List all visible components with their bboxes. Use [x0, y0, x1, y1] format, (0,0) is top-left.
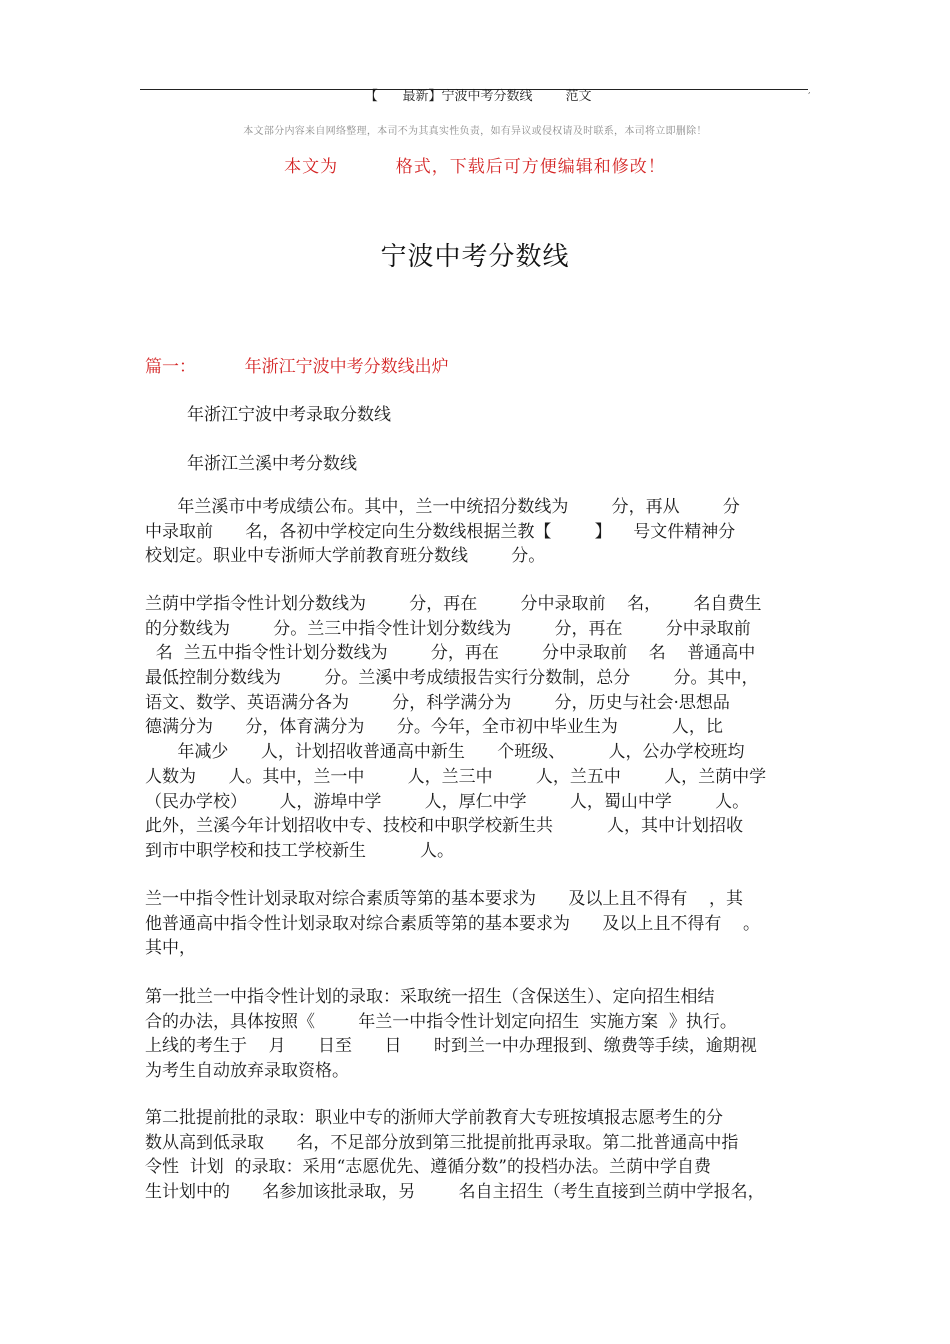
paragraph — [145, 495, 817, 569]
paragraph-line: 此外，兰溪今年计划招收中专、技校和中职学校新生共 人，其中计划招收 — [145, 816, 744, 837]
paragraph-line: 兰荫中学指令性计划分数线为 分，再在 分中录取前 名， 名自费生 — [145, 594, 762, 614]
paragraph — [145, 1106, 817, 1205]
paragraph-line: 名 兰五中指令性计划分数线为 分，再在 分中录取前 名 普通高中 — [145, 643, 756, 664]
paragraph-line: 为考生自动放弃录取资格。 — [145, 1061, 349, 1082]
paragraph-line: 数从高到低录取 名，不足部分放到第三批提前批再录取。第二批普通高中指 — [145, 1132, 739, 1153]
paragraph-line: 上线的考生于 月 日至 日 时到兰一中办理报到、缴费等手续，逾期视 — [145, 1036, 757, 1057]
paragraph-line: 令性 计划 的录取：采用“志愿优先、遵循分数”的投档办法。兰荫中学自费 — [145, 1157, 711, 1178]
header-corner-mark: , — [808, 86, 811, 95]
paragraph-line: 德满分为 分，体育满分为 分。今年，全市初中毕业生为 人，比 — [145, 717, 723, 738]
disclaimer-text: 本文部分内容来自网络整理，本司不为其真实性负责，如有异议或侵权请及时联系，本司将立即删除！ — [243, 126, 707, 137]
paragraph-line: 他普通高中指令性计划录取对综合素质等第的基本要求为 及以上且不得有 。 — [145, 913, 761, 934]
paragraph-line: 中录取前 名，各初中学校定向生分数线根据兰教【 】 号文件精神分 — [145, 521, 736, 542]
paragraph-line: 校划定。职业中专浙师大学前教育班分数线 分。 — [145, 546, 546, 567]
paragraph — [145, 887, 817, 961]
paragraph-line: 第二批提前批的录取：职业中专的浙师大学前教育大专班按填报志愿考生的分 — [145, 1108, 723, 1128]
paragraph-line: 兰一中指令性计划录取对综合素质等第的基本要求为 及以上且不得有 ，其 — [145, 889, 744, 909]
paragraph-line: 人数为 人。其中，兰一中 人，兰三中 人，兰五中 人，兰荫中学 — [145, 766, 767, 787]
paragraph-line: 到市中职学校和技工学校新生 人。 — [145, 840, 455, 861]
page-header-text: 【 最新】宁波中考分数线 范文 — [364, 89, 592, 104]
edit-notice: 本文为 格式，下载后可方便编辑和修改！ — [284, 157, 666, 177]
paragraph-line: 合的办法，具体按照《 年兰一中指令性计划定向招生 实施方案 》执行。 — [145, 1011, 737, 1032]
paragraph-line: 第一批兰一中指令性计划的录取：采取统一招生（含保送生）、定向招生相结 — [145, 987, 715, 1007]
paragraph-line: 年兰溪市中考成绩公布。其中，兰一中统招分数线为 分，再从 分 — [145, 497, 740, 517]
subheading-lanxi: 年浙江兰溪中考分数线 — [187, 454, 357, 474]
paragraph — [145, 592, 817, 864]
paragraph-line: 语文、数学、英语满分各为 分，科学满分为 分，历史与社会·思想品 — [145, 692, 730, 713]
paragraph-line: 年减少 人，计划招收普通高中新生 个班级、 人，公办学校班均 — [145, 742, 745, 763]
paragraph-line: （民办学校） 人，游埠中学 人，厚仁中学 人，蜀山中学 人。 — [145, 791, 750, 812]
chapter-heading: 篇一： 年浙江宁波中考分数线出炉 — [145, 357, 449, 377]
subheading-ningbo: 年浙江宁波中考录取分数线 — [187, 405, 391, 425]
paragraph — [145, 985, 817, 1084]
document-title: 宁波中考分数线 — [380, 242, 570, 272]
page-header — [140, 70, 808, 104]
paragraph-line: 生计划中的 名参加该批录取，另 名自主招生（考生直接到兰荫中学报名， — [145, 1182, 765, 1203]
paragraph-line: 的分数线为 分。兰三中指令性计划分数线为 分，再在 分中录取前 — [145, 618, 751, 639]
paragraph-line: 其中， — [145, 938, 196, 959]
paragraph-line: 最低控制分数线为 分。兰溪中考成绩报告实行分数制，总分 分。其中， — [145, 668, 759, 689]
